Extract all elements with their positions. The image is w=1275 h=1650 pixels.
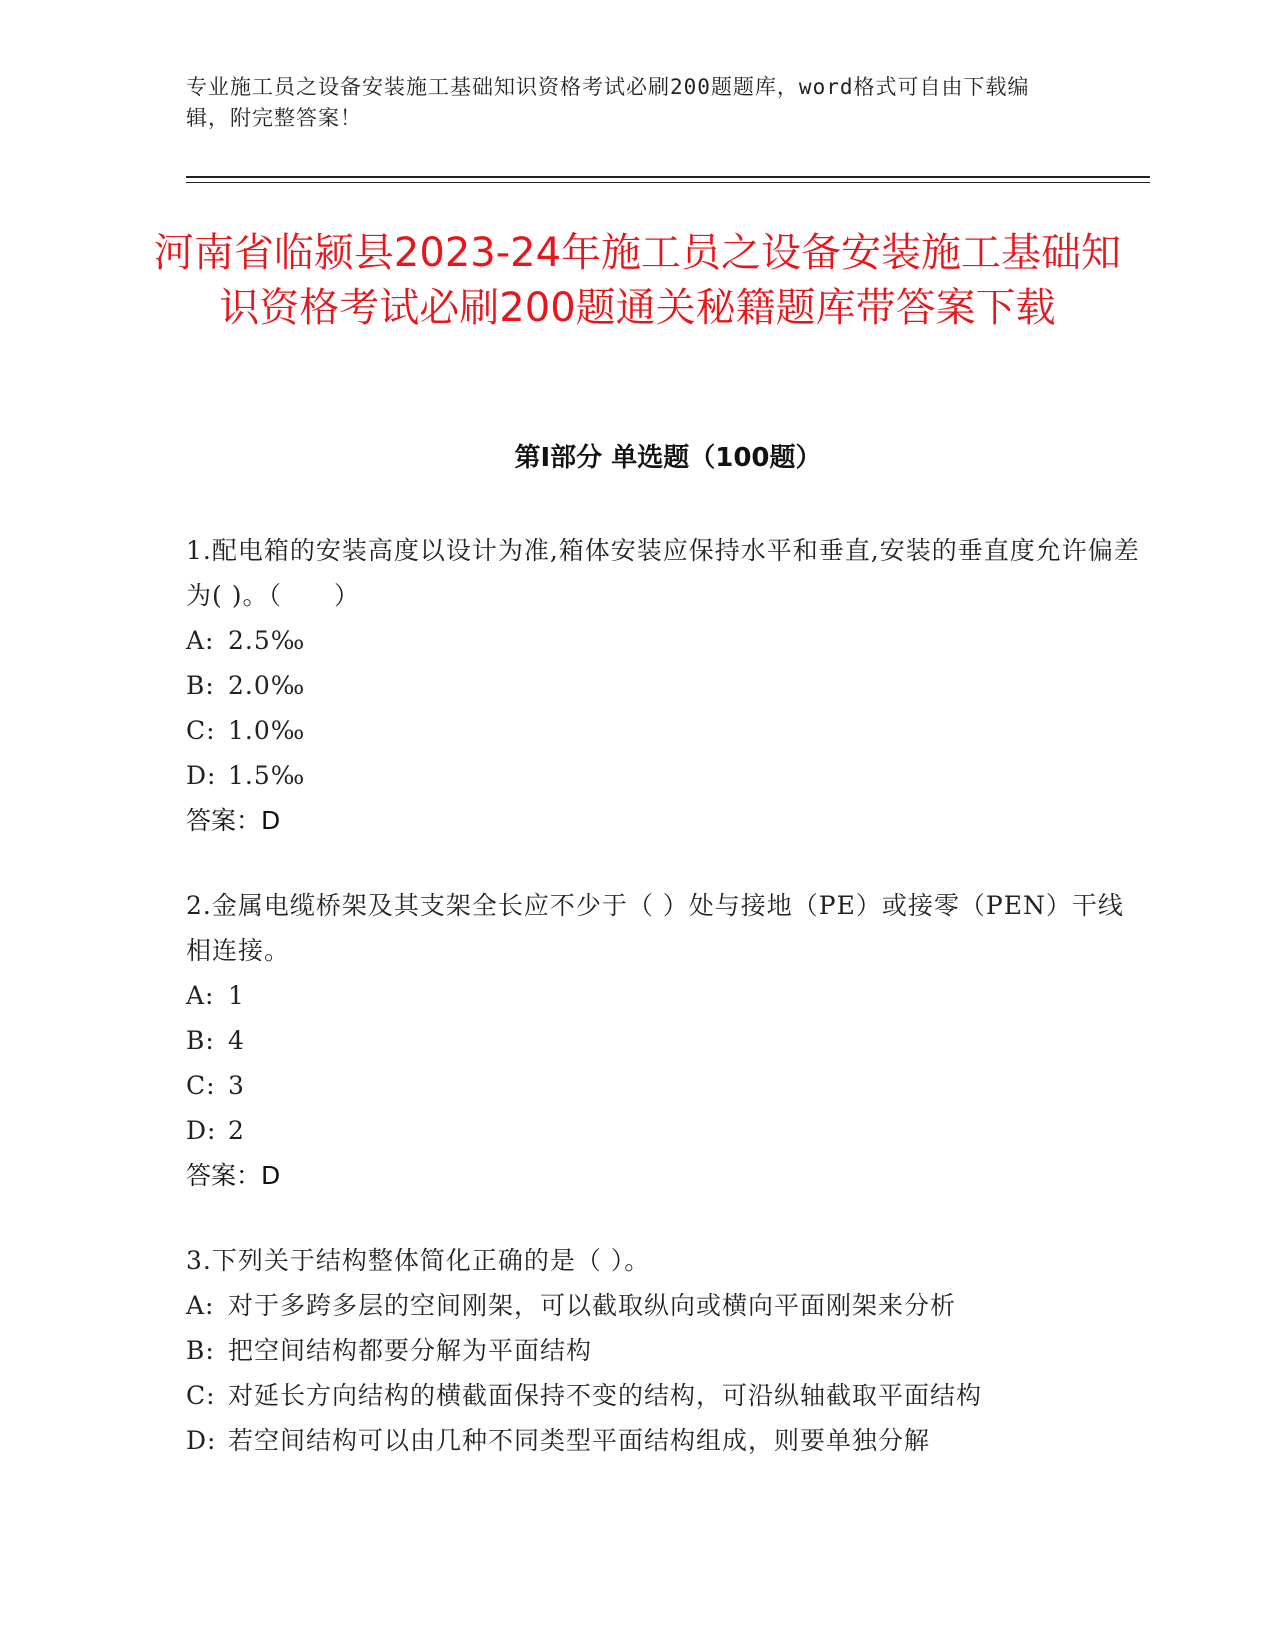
section-title: 第I部分 单选题（100题） [514,443,822,473]
option-key: D: [186,1426,217,1455]
option-text: 3 [228,1071,245,1100]
option-key: D: [186,761,217,790]
option-b [186,663,1146,708]
question-3 [186,1238,1146,1463]
option-key: C: [186,716,216,745]
option-text: 2.0‰ [228,671,306,700]
option-d [186,1108,1146,1153]
document-title: 河南省临颍县2023-24年施工员之设备安装施工基础知识资格考试必刷200题通关秘籍题库带答案下载 [153,230,1122,331]
question-stem: 3.下列关于结构整体简化正确的是（ ）。 [186,1246,651,1275]
header-divider-thick [186,176,1150,178]
option-c [186,1373,1146,1418]
option-text: 若空间结构可以由几种不同类型平面结构组成，则要单独分解 [228,1426,931,1455]
option-key: C: [186,1381,216,1410]
option-a [186,973,1146,1018]
option-text: 2.5‰ [228,626,306,655]
option-text: 对延长方向结构的横截面保持不变的结构，可沿纵轴截取平面结构 [228,1381,983,1410]
option-c [186,708,1146,753]
option-key: B: [186,1336,215,1365]
question-stem: 2.金属电缆桥架及其支架全长应不少于（ ）处与接地（PE）或接零（PEN）干线相连接。 [186,891,1124,965]
option-key: C: [186,1071,216,1100]
option-key: A: [186,1291,215,1320]
option-d [186,1418,1146,1463]
option-text: 2 [228,1116,245,1145]
option-key: A: [186,981,215,1010]
answer: 答案：D [186,1161,281,1190]
header-note: 专业施工员之设备安装施工基础知识资格考试必刷200题题库，word格式可自由下载编辑，附完整答案！ [186,75,1030,130]
option-key: A: [186,626,215,655]
option-a [186,1283,1146,1328]
option-a [186,618,1146,663]
option-text: 对于多跨多层的空间刚架，可以截取纵向或横向平面刚架来分析 [228,1291,957,1320]
option-key: D: [186,1116,217,1145]
answer: 答案：D [186,806,281,835]
option-b [186,1328,1146,1373]
option-text: 1 [228,981,245,1010]
option-c [186,1063,1146,1108]
question-stem: 1.配电箱的安装高度以设计为准,箱体安装应保持水平和垂直,安装的垂直度允许偏差为( )。（ ） [186,536,1140,610]
option-d [186,753,1146,798]
option-text: 把空间结构都要分解为平面结构 [228,1336,593,1365]
option-text: 4 [228,1026,245,1055]
option-text: 1.5‰ [228,761,306,790]
header-divider-thin [186,182,1150,183]
option-key: B: [186,671,215,700]
question-1 [186,528,1146,843]
option-key: B: [186,1026,215,1055]
question-2 [186,883,1146,1198]
question-list [186,528,1146,1503]
option-text: 1.0‰ [228,716,306,745]
option-b [186,1018,1146,1063]
